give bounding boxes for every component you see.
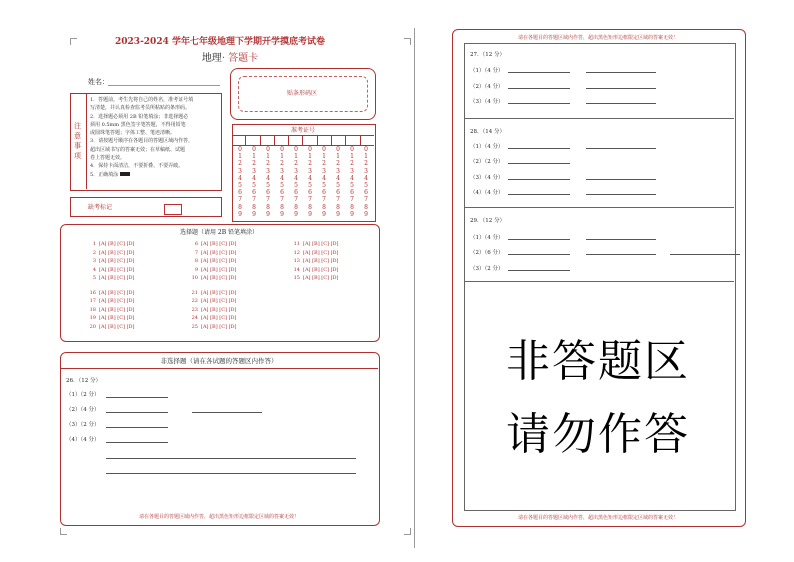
mc-question-row <box>190 274 237 283</box>
answer-line[interactable] <box>508 88 570 89</box>
answer-line[interactable] <box>508 72 570 73</box>
mc-question-number: 11 <box>293 241 300 247</box>
question-26-part-1: （1）（2 分） <box>66 392 100 398</box>
exam-digit-bubble[interactable]: 1 <box>294 153 298 161</box>
exam-digit-bubble[interactable]: 5 <box>266 182 270 190</box>
exam-digit-bubble[interactable]: 4 <box>350 174 354 182</box>
exam-digit-bubble[interactable]: 8 <box>294 203 298 211</box>
exam-digit-bubble[interactable]: 3 <box>308 167 312 175</box>
mc-question-number: 24 <box>191 315 198 321</box>
mc-question-number: 13 <box>293 258 300 264</box>
answer-line[interactable] <box>508 194 570 195</box>
exam-digit-column <box>331 146 345 218</box>
answer-line[interactable] <box>106 442 168 443</box>
mc-question-row <box>88 314 135 323</box>
question-28-part-1: （1）（4 分） <box>470 144 504 150</box>
notice-heading: 注意事项 <box>74 122 81 160</box>
corner-mark <box>404 528 411 535</box>
answer-line[interactable] <box>106 427 168 428</box>
exam-title: 2023-2024 学年七年级地理下学期开学摸底考试卷 <box>115 37 325 47</box>
mc-question-number: 8 <box>194 258 198 264</box>
mc-question-row <box>292 266 339 275</box>
exam-digit-bubble[interactable]: 2 <box>266 160 270 168</box>
exam-digit-bubble[interactable]: 1 <box>266 153 270 161</box>
exam-digit-bubble[interactable]: 5 <box>252 182 256 190</box>
exam-digit-bubble[interactable]: 3 <box>280 167 284 175</box>
exam-digit-bubble[interactable]: 4 <box>252 174 256 182</box>
exam-digit-bubble[interactable]: 7 <box>294 196 298 204</box>
mc-question-row <box>292 240 339 249</box>
exam-digit-bubble[interactable]: 6 <box>280 189 284 197</box>
exam-digit-bubble[interactable]: 7 <box>364 196 368 204</box>
exam-digit-bubble[interactable]: 8 <box>364 203 368 211</box>
notice-item: 1．答题前，考生先将自己的姓名，准考证号填 <box>90 97 194 103</box>
mc-column-3 <box>292 240 339 283</box>
mc-answer-options[interactable]: [A] [B] [C] [D] <box>99 266 135 273</box>
exam-digit-bubble[interactable]: 4 <box>322 174 326 182</box>
exam-digit-bubble[interactable]: 6 <box>252 189 256 197</box>
section-separator <box>464 118 734 119</box>
exam-digit-bubble[interactable]: 9 <box>336 210 340 218</box>
exam-digit-bubble[interactable]: 7 <box>308 196 312 204</box>
right-bottom-warning: 请在各题目的答题区域内作答，超出黑色矩形边框限定区域的答案无效！ <box>517 515 678 521</box>
question-29-part-1: （1）（4 分） <box>470 235 504 241</box>
mc-question-number: 6 <box>194 241 198 247</box>
mc-question-number: 17 <box>89 298 96 304</box>
notice-item: 4．保持卡面清洁，不要折叠、不要弄破。 <box>90 163 184 170</box>
exam-digit-bubble[interactable]: 5 <box>280 182 284 190</box>
mc-question-number: 25 <box>191 323 198 330</box>
exam-digit-bubble[interactable]: 1 <box>350 153 354 161</box>
mc-question-number: 5 <box>92 275 96 281</box>
exam-digit-bubble[interactable]: 8 <box>322 203 326 211</box>
exam-digit-column <box>261 146 275 218</box>
exam-digit-bubble[interactable]: 6 <box>238 189 242 197</box>
exam-digit-bubble[interactable]: 1 <box>322 153 326 161</box>
answer-line[interactable] <box>586 103 656 104</box>
notice-item: 或圆珠笔答题；字体工整、笔迹清晰。 <box>90 130 176 137</box>
exam-digit-bubble[interactable]: 2 <box>238 160 242 168</box>
exam-digit-bubble[interactable]: 3 <box>294 167 298 175</box>
exam-digit-bubble[interactable]: 6 <box>308 189 312 197</box>
notice-list <box>90 96 218 179</box>
exam-digit-bubble[interactable]: 0 <box>238 146 242 153</box>
exam-digit-column <box>275 146 289 218</box>
exam-digit-bubble[interactable]: 9 <box>350 210 354 218</box>
exam-digit-bubble[interactable]: 8 <box>308 203 312 211</box>
exam-digit-bubble[interactable]: 3 <box>252 167 256 175</box>
question-28-label: 28．（14 分） <box>470 129 505 135</box>
exam-digit-columns <box>233 146 373 218</box>
mc-question-number: 3 <box>92 258 96 264</box>
exam-digit-column <box>233 146 247 218</box>
no-answer-area-title: 非答题区 <box>506 336 690 387</box>
mc-question-number: 10 <box>191 275 198 281</box>
name-label: 姓名： <box>88 78 109 86</box>
answer-line[interactable] <box>508 239 570 240</box>
section-separator <box>464 207 734 208</box>
exam-digit-bubble[interactable]: 3 <box>238 167 242 175</box>
corner-mark <box>404 38 411 45</box>
exam-digit-bubble[interactable]: 1 <box>364 153 368 161</box>
name-field[interactable] <box>108 85 220 86</box>
mc-answer-options[interactable]: [A] [B] [C] [D] <box>99 298 135 304</box>
exam-digit-bubble[interactable]: 5 <box>308 182 312 190</box>
non-choice-title: 非选择题（请在各试题的答题区内作答） <box>160 357 278 365</box>
mc-question-row <box>190 266 237 275</box>
exam-digit-column <box>303 146 317 218</box>
mc-answer-options[interactable]: [A] [B] [C] [D] <box>201 289 237 296</box>
mc-question-row <box>88 289 135 298</box>
exam-digit-bubble[interactable]: 2 <box>336 160 340 168</box>
exam-digit-bubble[interactable]: 8 <box>280 203 284 211</box>
filled-sample-icon <box>120 172 130 176</box>
mc-question-row <box>88 306 135 315</box>
mc-answer-options[interactable]: [A] [B] [C] [D] <box>201 315 237 321</box>
mc-answer-options[interactable]: [A] [B] [C] [D] <box>99 289 135 296</box>
barcode-label: 贴条形码区 <box>286 90 317 97</box>
subject-suffix: · 答题卡 <box>221 53 259 64</box>
exam-digit-bubble[interactable]: 0 <box>308 146 312 153</box>
notice-item: 写清楚，并认真检查监考员所粘贴的条形码。 <box>90 105 191 112</box>
exam-digit-bubble[interactable]: 6 <box>364 189 368 197</box>
answer-line[interactable] <box>106 397 168 398</box>
question-27-part-3: （3）（4 分） <box>470 99 504 105</box>
answer-line[interactable] <box>508 270 570 271</box>
mc-question-row <box>88 297 135 306</box>
answer-line[interactable] <box>106 458 356 459</box>
mc-answer-options[interactable]: [A] [B] [C] [D] <box>99 249 135 256</box>
mc-answer-options[interactable]: [A] [B] [C] [D] <box>201 258 237 264</box>
answer-line[interactable] <box>586 194 656 195</box>
notice-item: 须用 0.5mm 黑色签字笔答题，不得用铅笔 <box>90 121 186 128</box>
exam-digit-bubble[interactable]: 1 <box>280 153 284 161</box>
non-choice-section <box>60 352 380 526</box>
mc-answer-options[interactable]: [A] [B] [C] [D] <box>201 266 237 273</box>
exam-digit-bubble[interactable]: 0 <box>350 146 354 153</box>
mc-question-row <box>190 257 237 266</box>
page-divider <box>414 28 415 548</box>
exam-digit-bubble[interactable]: 2 <box>252 160 256 168</box>
question-26-part-3: （3）（2 分） <box>66 422 100 428</box>
question-28-part-2: （2）（2 分） <box>470 159 504 165</box>
mc-question-row <box>292 274 339 283</box>
exam-digit-box[interactable] <box>332 135 346 145</box>
exam-digit-bubble[interactable]: 4 <box>266 174 270 182</box>
notice-item: 2．选择题必须用 2B 铅笔填涂；非选择题必 <box>90 113 189 120</box>
exam-digit-box[interactable] <box>361 135 374 145</box>
mc-answer-options[interactable]: [A] [B] [C] [D] <box>201 249 237 256</box>
mc-question-number: 20 <box>89 323 96 330</box>
mc-question-number: 4 <box>92 266 96 273</box>
question-29-part-2: （2）（6 分） <box>470 250 504 256</box>
exam-digit-bubble[interactable]: 9 <box>322 210 326 218</box>
answer-line[interactable] <box>106 412 168 413</box>
exam-digit-bubble[interactable]: 8 <box>336 203 340 211</box>
exam-digit-bubble[interactable]: 6 <box>294 189 298 197</box>
question-28-part-4: （4）（4 分） <box>470 190 504 196</box>
exam-digit-bubble[interactable]: 0 <box>322 146 326 153</box>
non-choice-divider <box>60 368 378 369</box>
exam-digit-bubble[interactable]: 8 <box>266 203 270 211</box>
mc-question-number: 14 <box>293 266 300 273</box>
exam-digit-bubble[interactable]: 1 <box>336 153 340 161</box>
answer-line[interactable] <box>670 254 740 255</box>
exam-digit-bubble[interactable]: 9 <box>308 210 312 218</box>
exam-digit-bubble[interactable]: 3 <box>364 167 368 175</box>
exam-digit-bubble[interactable]: 1 <box>308 153 312 161</box>
exam-digit-box[interactable] <box>246 135 260 145</box>
exam-digit-bubble[interactable]: 8 <box>350 203 354 211</box>
answer-line[interactable] <box>586 88 656 89</box>
absent-mark-label: 缺考标记 <box>88 204 113 211</box>
mc-question-number: 21 <box>191 289 198 296</box>
exam-digit-box[interactable] <box>346 135 360 145</box>
exam-digit-bubble[interactable]: 7 <box>238 196 242 204</box>
mc-question-row <box>88 274 135 283</box>
mc-answer-options[interactable]: [A] [B] [C] [D] <box>201 241 237 247</box>
exam-digit-column <box>289 146 303 218</box>
exam-digit-bubble[interactable]: 0 <box>252 146 256 153</box>
notice-item <box>90 171 218 179</box>
exam-digit-bubble[interactable]: 0 <box>266 146 270 153</box>
exam-digit-column <box>345 146 359 218</box>
exam-digit-bubble[interactable]: 4 <box>308 174 312 182</box>
mc-question-number: 23 <box>191 306 198 313</box>
exam-digit-box[interactable] <box>232 135 246 145</box>
mc-answer-options[interactable]: [A] [B] [C] [D] <box>201 275 237 281</box>
mc-question-number: 15 <box>293 275 300 281</box>
mc-question-row <box>190 297 237 306</box>
exam-digit-bubble[interactable]: 6 <box>350 189 354 197</box>
right-top-warning: 请在各题目的答题区域内作答，超出黑色矩形边框限定区域的答案无效！ <box>517 35 678 41</box>
exam-digit-bubble[interactable]: 3 <box>322 167 326 175</box>
mc-question-number: 22 <box>191 298 198 304</box>
exam-digit-bubble[interactable]: 7 <box>322 196 326 204</box>
exam-digit-bubble[interactable]: 2 <box>308 160 312 168</box>
exam-digit-bubble[interactable]: 4 <box>280 174 284 182</box>
exam-digit-bubble[interactable]: 4 <box>364 174 368 182</box>
mc-answer-options[interactable]: [A] [B] [C] [D] <box>99 275 135 281</box>
exam-digit-box[interactable] <box>261 135 275 145</box>
exam-digit-bubble[interactable]: 9 <box>252 210 256 218</box>
absent-mark-checkbox[interactable] <box>164 204 182 215</box>
exam-digit-bubble[interactable]: 0 <box>280 146 284 153</box>
question-27-label: 27．（12 分） <box>470 52 505 58</box>
mc-answer-options[interactable]: [A] [B] [C] [D] <box>201 306 237 313</box>
mc-answer-options[interactable]: [A] [B] [C] [D] <box>303 258 339 264</box>
question-27-part-1: （1）（4 分） <box>470 68 504 74</box>
exam-digit-bubble[interactable]: 9 <box>280 210 284 218</box>
question-26-label: 26．（12 分） <box>66 378 101 384</box>
question-28-part-3: （3）（4 分） <box>470 175 504 181</box>
mc-question-row <box>292 249 339 258</box>
exam-digit-bubble[interactable]: 2 <box>322 160 326 168</box>
answer-line[interactable] <box>586 72 656 73</box>
exam-digit-bubble[interactable]: 9 <box>238 210 242 218</box>
mc-question-row <box>190 240 237 249</box>
exam-digit-bubble[interactable]: 7 <box>252 196 256 204</box>
answer-line[interactable] <box>192 412 262 413</box>
exam-digit-bubble[interactable]: 6 <box>322 189 326 197</box>
answer-line[interactable] <box>586 239 656 240</box>
mc-question-row <box>190 323 237 332</box>
answer-line[interactable] <box>508 179 570 180</box>
exam-digit-bubble[interactable]: 7 <box>266 196 270 204</box>
mc-answer-options[interactable]: [A] [B] [C] [D] <box>99 306 135 313</box>
subject-heading <box>170 49 290 64</box>
exam-digit-bubble[interactable]: 7 <box>280 196 284 204</box>
left-warning: 请在各题目的答题区域内作答，超出黑色矩形边框限定区域的答案无效！ <box>138 514 299 520</box>
mc-answer-options[interactable]: [A] [B] [C] [D] <box>201 323 237 330</box>
mc-question-row <box>190 289 237 298</box>
mc-question-number: 2 <box>92 249 96 256</box>
mc-question-number: 9 <box>194 266 198 273</box>
mc-question-number: 1 <box>92 241 96 247</box>
exam-digit-bubble[interactable]: 7 <box>336 196 340 204</box>
exam-digit-bubble[interactable]: 2 <box>280 160 284 168</box>
exam-digit-box[interactable] <box>289 135 303 145</box>
exam-digit-bubble[interactable]: 0 <box>336 146 340 153</box>
exam-digit-bubble[interactable]: 5 <box>336 182 340 190</box>
exam-digit-bubble[interactable]: 4 <box>294 174 298 182</box>
mc-question-row <box>190 306 237 315</box>
mc-answer-options[interactable]: [A] [B] [C] [D] <box>303 266 339 273</box>
notice-heading-cell <box>70 93 87 189</box>
exam-digit-bubble[interactable]: 9 <box>294 210 298 218</box>
answer-line[interactable] <box>586 148 656 149</box>
exam-digit-column <box>317 146 331 218</box>
exam-digit-bubble[interactable]: 5 <box>294 182 298 190</box>
mc-question-row <box>190 314 237 323</box>
question-29-label: 29．（12 分） <box>470 218 505 224</box>
exam-digit-bubble[interactable]: 1 <box>238 153 242 161</box>
exam-digit-box[interactable] <box>303 135 317 145</box>
exam-digit-bubble[interactable]: 9 <box>364 210 368 218</box>
mc-question-row <box>88 257 135 266</box>
exam-digit-bubble[interactable]: 2 <box>364 160 368 168</box>
answer-line[interactable] <box>508 103 570 104</box>
mc-question-row <box>88 266 135 275</box>
mc-answer-options[interactable]: [A] [B] [C] [D] <box>99 258 135 264</box>
mc-answer-options[interactable]: [A] [B] [C] [D] <box>303 241 339 247</box>
exam-digit-column <box>247 146 261 218</box>
exam-digit-bubble[interactable]: 1 <box>252 153 256 161</box>
notice-item: 3．请按题号顺序在各题目的答题区域内作答， <box>90 138 194 145</box>
exam-digit-bubble[interactable]: 5 <box>364 182 368 190</box>
exam-number-input-row <box>232 135 374 146</box>
mc-answer-options[interactable]: [A] [B] [C] [D] <box>303 275 339 281</box>
exam-digit-bubble[interactable]: 6 <box>336 189 340 197</box>
mc-question-row <box>88 323 135 332</box>
exam-digit-box[interactable] <box>318 135 332 145</box>
question-26-part-4: （4）（4 分） <box>66 437 100 443</box>
subject-name: 地理 <box>201 53 222 64</box>
mc-answer-options[interactable]: [A] [B] [C] [D] <box>99 315 135 321</box>
mc-question-number: 16 <box>89 289 96 296</box>
mc-question-number: 12 <box>293 249 300 256</box>
mc-question-row <box>88 240 135 249</box>
exam-digit-bubble[interactable]: 0 <box>294 146 298 153</box>
corner-mark <box>70 38 77 45</box>
exam-digit-bubble[interactable]: 8 <box>252 203 256 211</box>
answer-line[interactable] <box>508 254 570 255</box>
mc-question-row <box>292 257 339 266</box>
corner-mark <box>60 528 67 535</box>
no-answer-area-subtitle: 请勿作答 <box>506 409 690 460</box>
exam-digit-bubble[interactable]: 9 <box>266 210 270 218</box>
answer-line[interactable] <box>508 163 570 164</box>
mc-column-2 <box>190 240 237 331</box>
mc-question-row <box>190 249 237 258</box>
answer-line[interactable] <box>586 254 656 255</box>
exam-digit-bubble[interactable]: 5 <box>238 182 242 190</box>
question-29-part-3: （3）（2 分） <box>470 266 504 272</box>
exam-digit-bubble[interactable]: 6 <box>266 189 270 197</box>
exam-digit-bubble[interactable]: 7 <box>350 196 354 204</box>
exam-digit-bubble[interactable]: 5 <box>322 182 326 190</box>
notice-item: 超出区域书写的答案无效；在草稿纸、试题 <box>90 146 186 153</box>
notice-item: 卷上答题无效。 <box>90 155 126 162</box>
exam-digit-bubble[interactable]: 4 <box>336 174 340 182</box>
mc-answer-options[interactable]: [A] [B] [C] [D] <box>99 323 135 330</box>
exam-digit-bubble[interactable]: 4 <box>238 174 242 182</box>
exam-number-label: 准考证号 <box>290 127 315 134</box>
multiple-choice-title: 选择题（请用 2B 铅笔填涂） <box>179 229 259 236</box>
exam-digit-box[interactable] <box>275 135 289 145</box>
answer-line[interactable] <box>106 473 356 474</box>
section-separator <box>464 281 734 282</box>
exam-digit-bubble[interactable]: 3 <box>350 167 354 175</box>
exam-digit-bubble[interactable]: 5 <box>350 182 354 190</box>
mc-question-number: 19 <box>89 315 96 321</box>
exam-digit-bubble[interactable]: 3 <box>266 167 270 175</box>
notice-item-text: 5．正确填涂 <box>90 171 119 178</box>
answer-line[interactable] <box>508 148 570 149</box>
answer-line[interactable] <box>586 179 656 180</box>
exam-digit-column <box>359 146 373 218</box>
exam-digit-bubble[interactable]: 2 <box>350 160 354 168</box>
mc-column-1 <box>88 240 135 331</box>
mc-answer-options[interactable]: [A] [B] [C] [D] <box>303 249 339 256</box>
exam-digit-bubble[interactable]: 3 <box>336 167 340 175</box>
exam-digit-bubble[interactable]: 0 <box>364 146 368 153</box>
mc-answer-options[interactable]: [A] [B] [C] [D] <box>201 298 237 304</box>
question-27-part-2: （2）（4 分） <box>470 84 504 90</box>
mc-answer-options[interactable]: [A] [B] [C] [D] <box>99 241 135 247</box>
exam-digit-bubble[interactable]: 8 <box>238 203 242 211</box>
mc-question-row <box>88 249 135 258</box>
mc-question-number: 18 <box>89 306 96 313</box>
question-26-part-2: （2）（4 分） <box>66 407 100 413</box>
mc-question-number: 7 <box>194 249 198 256</box>
exam-digit-bubble[interactable]: 2 <box>294 160 298 168</box>
